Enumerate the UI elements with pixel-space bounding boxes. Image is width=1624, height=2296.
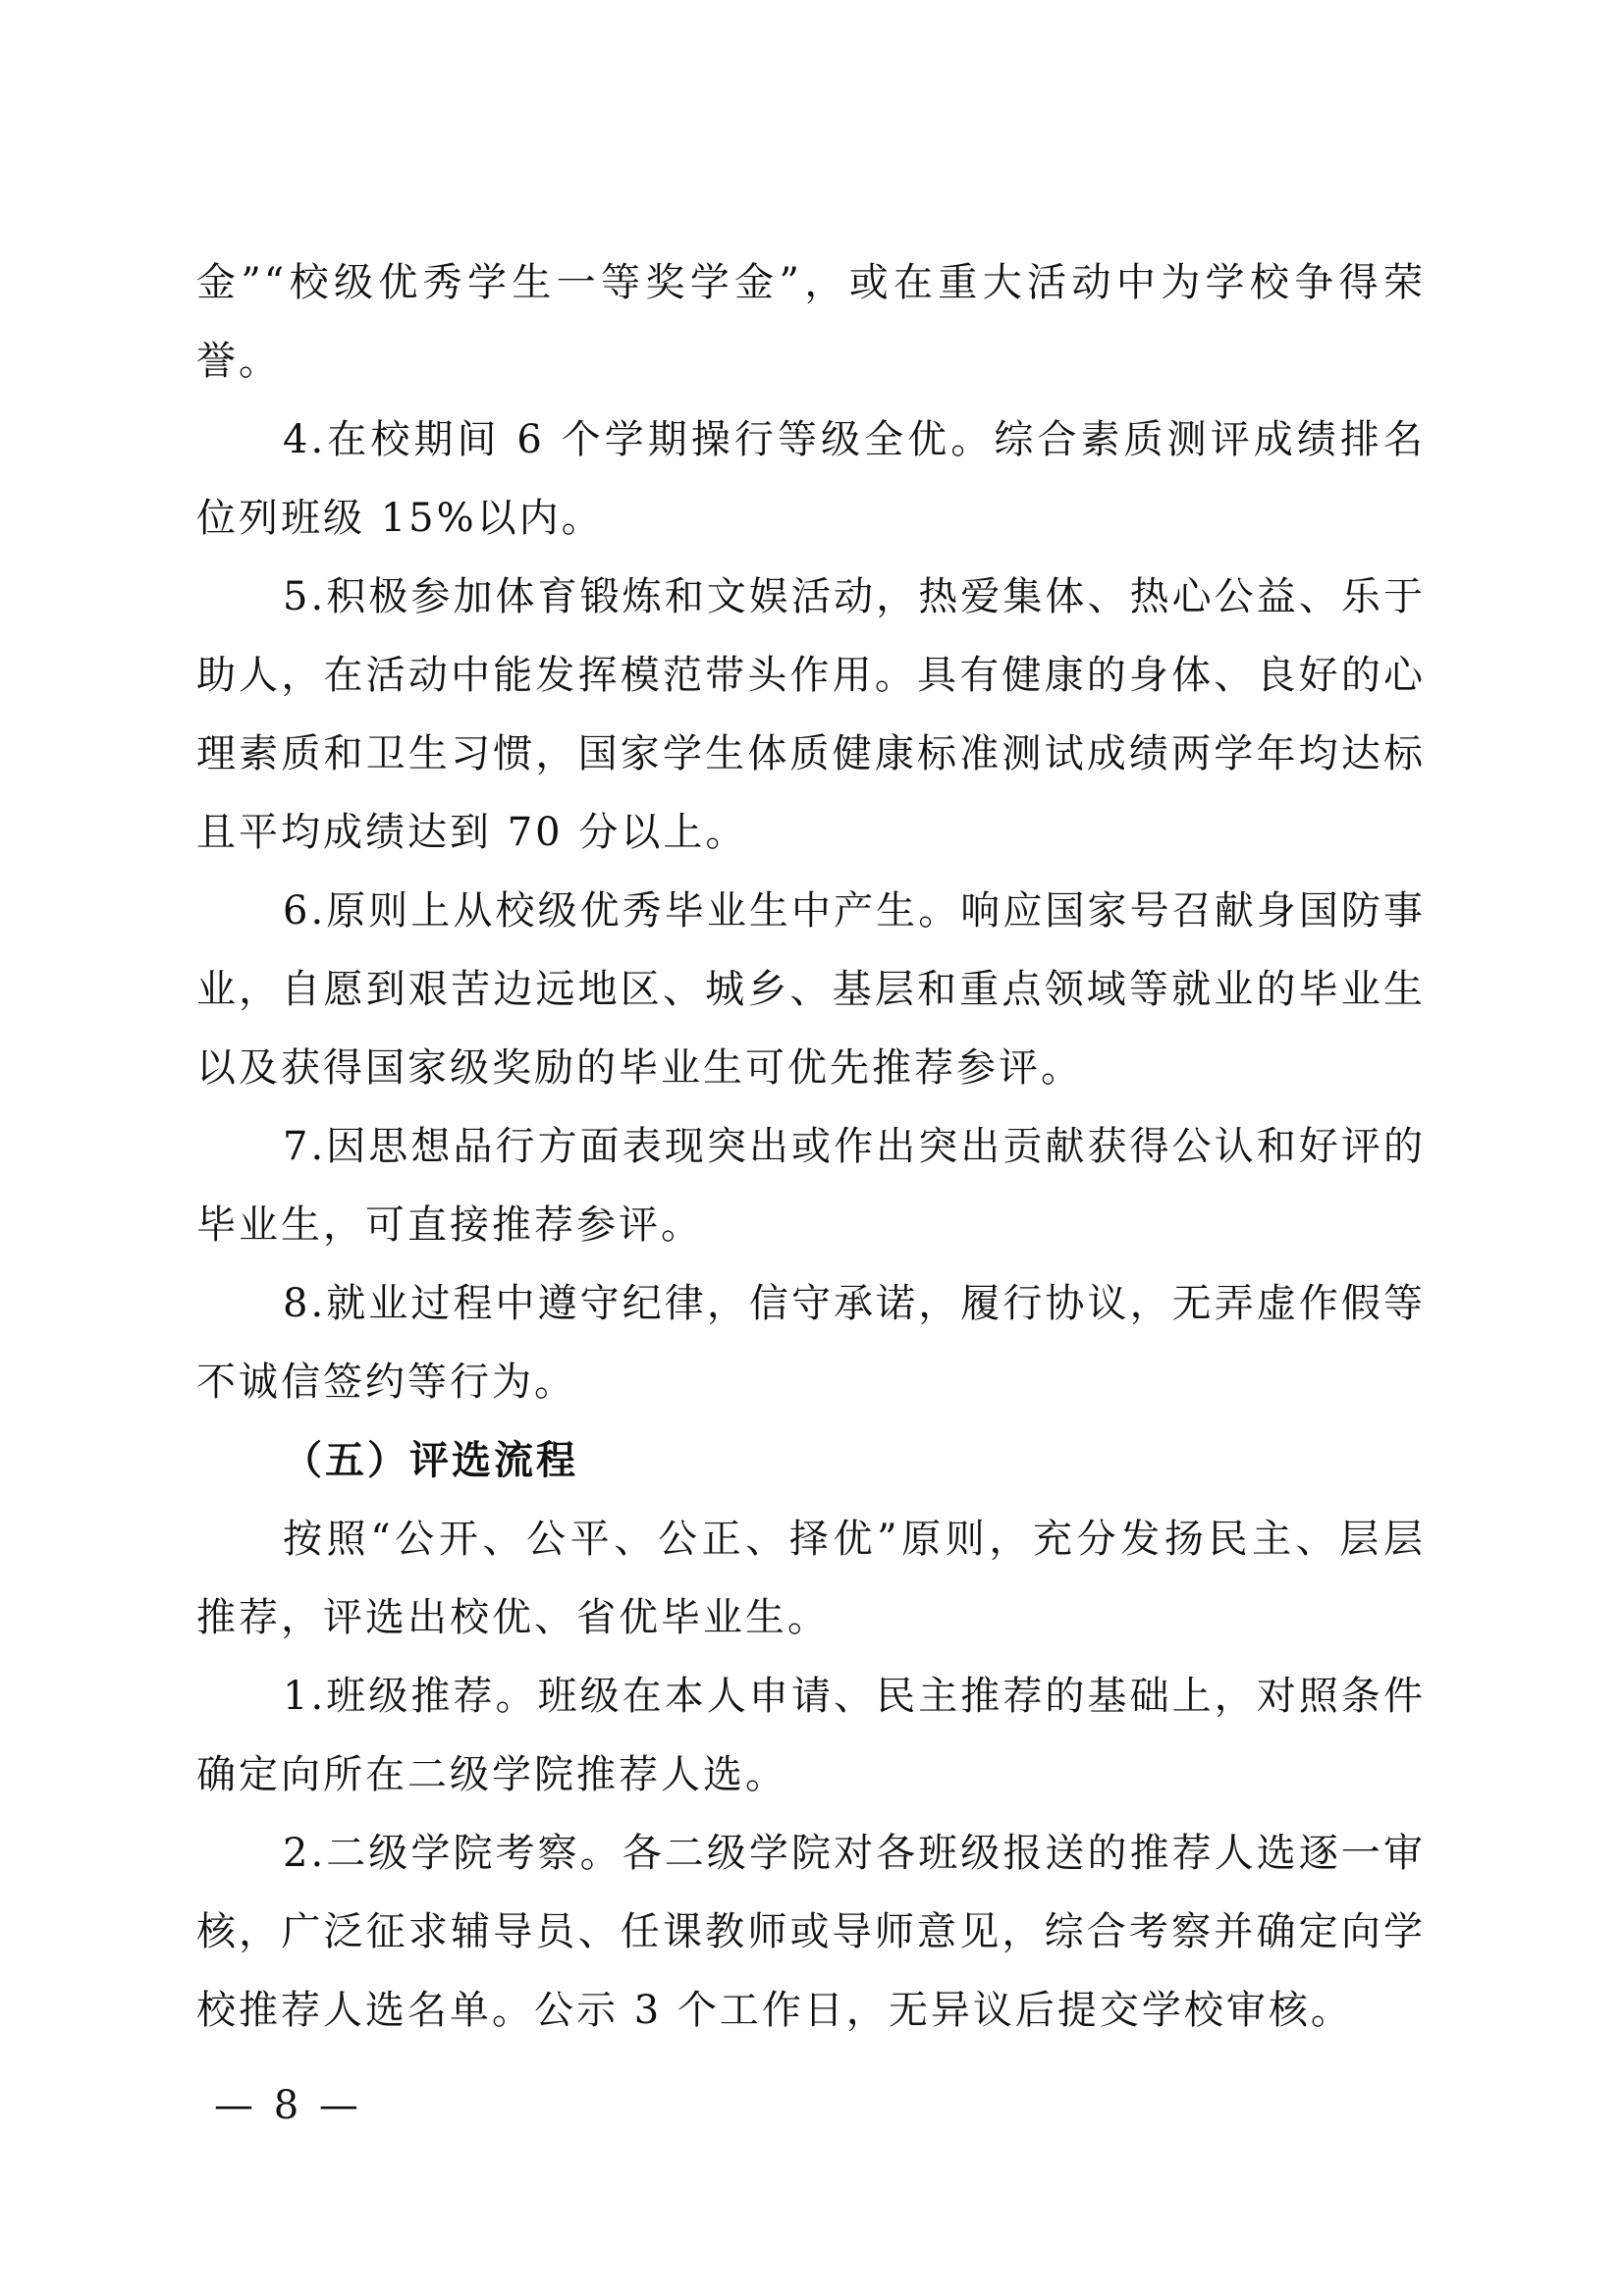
criterion-7: 7.因思想品行方面表现突出或作出突出贡献获得公认和好评的毕业生，可直接推荐参评。: [196, 1124, 1426, 1248]
page-number: — 8 —: [214, 2083, 362, 2128]
criterion-6: 6.原则上从校级优秀毕业生中产生。响应国家号召献身国防事业，自愿到艰苦边远地区、城乡、基层和重点领域等就业的毕业生以及获得国家级奖励的毕业生可优先推荐参评。: [196, 888, 1426, 1091]
process-intro: 按照“公开、公平、公正、择优”原则，充分发扬民主、层层推荐，评选出校优、省优毕业生。: [196, 1517, 1426, 1640]
section-heading-process: （五）评选流程: [283, 1437, 578, 1483]
criterion-8: 8.就业过程中遵守纪律，信守承诺，履行协议，无弄虚作假等不诚信签约等行为。: [196, 1281, 1426, 1405]
process-step-1: 1.班级推荐。班级在本人申请、民主推荐的基础上，对照条件确定向所在二级学院推荐人选。: [196, 1674, 1426, 1797]
document-body: [196, 243, 1426, 2050]
process-step-2: 2.二级学院考察。各二级学院对各班级报送的推荐人选逐一审核，广泛征求辅导员、任课教师或导师意见，综合考察并确定向学校推荐人选名单。公示 3 个工作日，无异议后提交学校审核。: [196, 1831, 1426, 2033]
paragraph-continuation: 金”“校级优秀学生一等奖学金”，或在重大活动中为学校争得荣誉。: [196, 260, 1426, 384]
criterion-5: 5.积极参加体育锻炼和文娱活动，热爱集体、热心公益、乐于助人，在活动中能发挥模范带头作用。具有健康的身体、良好的心理素质和卫生习惯，国家学生体质健康标准测试成绩两学年均达标且平均成绩达到 70 分以上。: [196, 574, 1426, 855]
criterion-4: 4.在校期间 6 个学期操行等级全优。综合素质测评成绩排名位列班级 15%以内。: [196, 417, 1426, 541]
